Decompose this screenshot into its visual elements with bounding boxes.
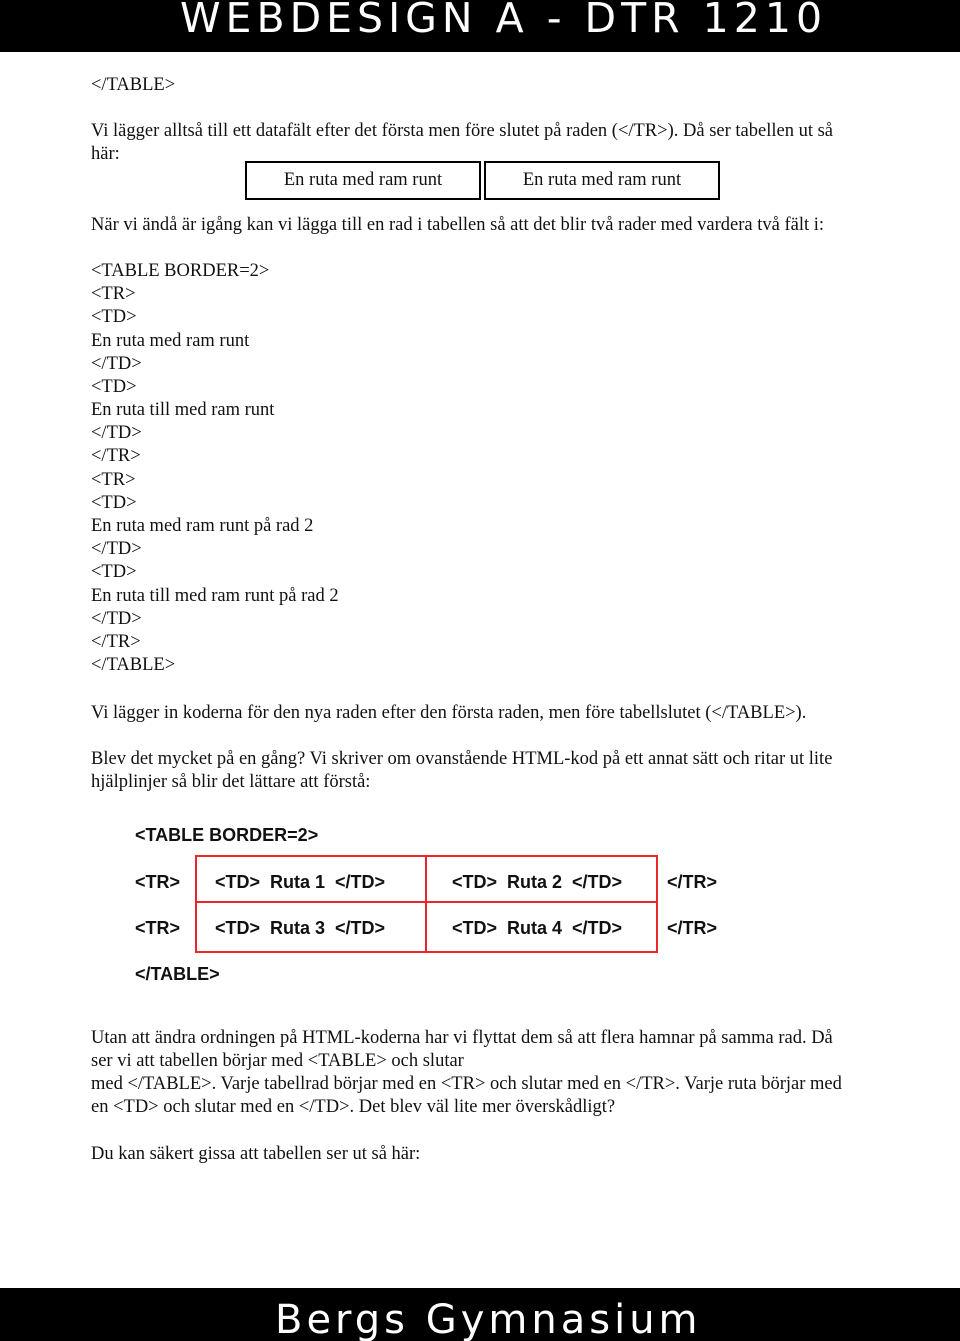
diagram-tr-open: <TR>	[135, 918, 181, 938]
code-line: </TD>	[91, 423, 142, 443]
diagram-td: <TD> Ruta 2 </TD>	[452, 872, 623, 892]
diagram-td: <TD> Ruta 1 </TD>	[215, 872, 386, 892]
code-line: </TD>	[91, 539, 142, 559]
paragraph-1-line-2: här:	[91, 144, 120, 164]
code-line: </TR>	[91, 632, 141, 652]
paragraph-4-line-2: hjälplinjer så blir det lättare att förstå:	[91, 772, 371, 792]
diagram-td: <TD> Ruta 4 </TD>	[452, 918, 623, 938]
diagram-table-open: <TABLE BORDER=2>	[135, 825, 319, 845]
paragraph-2: När vi ändå är igång kan vi lägga till en rad i tabellen så att det blir två rader med vardera två fält i:	[91, 215, 825, 235]
paragraph-5-line-2: ser vi att tabellen börjar med <TABLE> och slutar	[91, 1051, 464, 1071]
paragraph-5-line-1: Utan att ändra ordningen på HTML-koderna har vi flyttat dem så att flera hamnar på samma rad. Då	[91, 1028, 833, 1048]
code-line: <TR>	[91, 470, 136, 490]
code-line: En ruta med ram runt	[91, 331, 250, 351]
code-line: </TD>	[91, 354, 142, 374]
diagram-tr-close: </TR>	[667, 872, 718, 892]
code-line: </TD>	[91, 609, 142, 629]
example-table	[242, 161, 723, 200]
paragraph-1-line-1: Vi lägger alltså till ett datafält efter det första men före slutet på raden (</TR>). Då ser tabellen ut så	[91, 121, 833, 141]
code-line: <TD>	[91, 377, 137, 397]
code-line: En ruta till med ram runt på rad 2	[91, 586, 339, 606]
paragraph-5-line-3: med </TABLE>. Varje tabellrad börjar med en <TR> och slutar med en </TR>. Varje ruta börjar med	[91, 1074, 842, 1094]
diagram-tr-open: <TR>	[135, 872, 181, 892]
footer-title: Bergs Gymnasium	[275, 1297, 702, 1341]
paragraph-6: Du kan säkert gissa att tabellen ser ut så här:	[91, 1144, 421, 1164]
diagram-td: <TD> Ruta 3 </TD>	[215, 918, 386, 938]
code-line: <TD>	[91, 307, 137, 327]
page-header	[0, 0, 960, 52]
paragraph-4-line-1: Blev det mycket på en gång? Vi skriver om ovanstående HTML-kod på ett annat sätt och ritar ut lite	[91, 749, 833, 769]
code-line: <TD>	[91, 562, 137, 582]
header-title: WEBDESIGN A - DTR 1210	[180, 0, 828, 42]
code-line: </TR>	[91, 446, 141, 466]
code-line: <TD>	[91, 493, 137, 513]
paragraph-3: Vi lägger in koderna för den nya raden efter den första raden, men före tabellslutet (</TABLE>).	[91, 703, 807, 723]
page-footer	[0, 1288, 960, 1341]
code-table-close: </TABLE>	[91, 75, 176, 95]
code-line: </TABLE>	[91, 655, 176, 675]
diagram-table-close: </TABLE>	[135, 964, 220, 984]
code-line: En ruta till med ram runt	[91, 400, 275, 420]
paragraph-5-line-4: en <TD> och slutar med en </TD>. Det blev väl lite mer överskådligt?	[91, 1097, 616, 1117]
example-table-cell: En ruta med ram runt	[245, 161, 481, 200]
example-table-cell: En ruta med ram runt	[484, 161, 720, 200]
diagram-tr-close: </TR>	[667, 918, 718, 938]
code-line: En ruta med ram runt på rad 2	[91, 516, 314, 536]
code-line: <TR>	[91, 284, 136, 304]
code-line: <TABLE BORDER=2>	[91, 261, 270, 281]
